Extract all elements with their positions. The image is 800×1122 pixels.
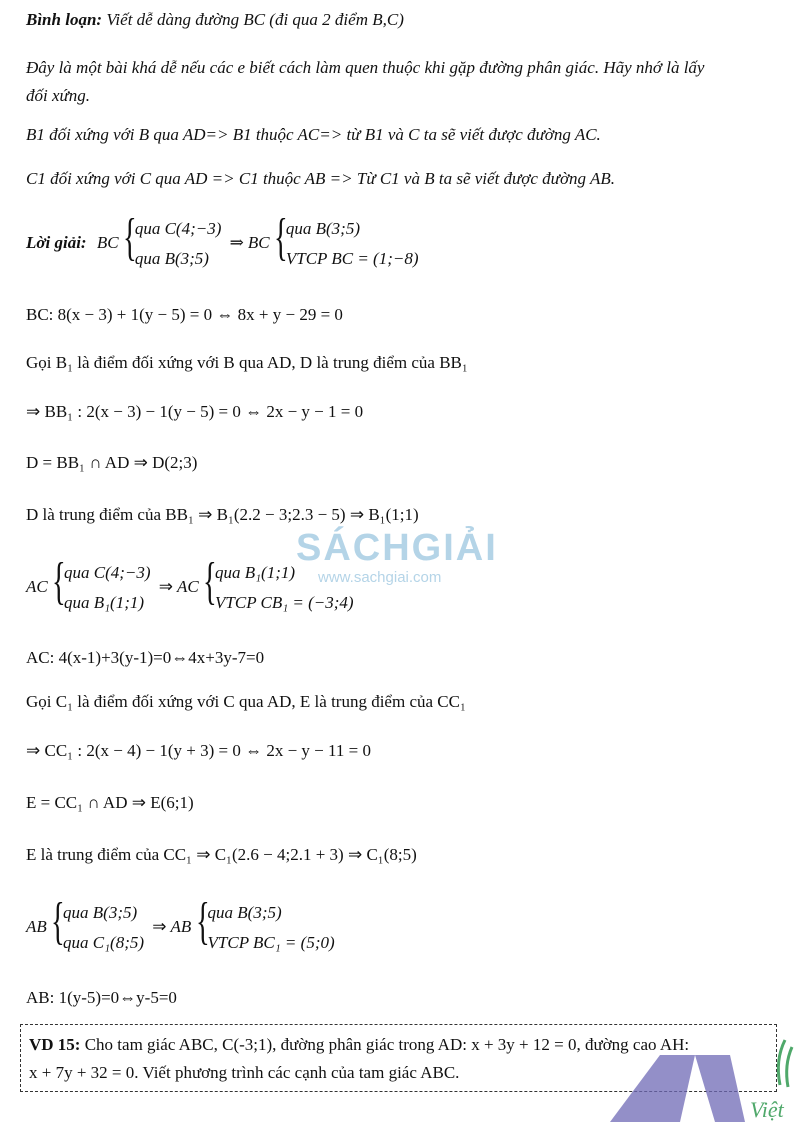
b1-midpoint: D là trung điểm của BB₁ ⇒ B₁(2.2 − 3;2.3 − 5) ⇒ B₁(1;1) (26, 505, 419, 524)
ab-system-block: AB { qua B(3;5) qua C₁(8;5) ⇒ AB { qua B(3;5) VTCP BC₁ = (5;0) (26, 898, 335, 958)
bc-system-2: { qua B(3;5) VTCP BC = (1;−8) (273, 209, 419, 268)
intro-paragraph-2: B1 đối xứng với B qua AD=> B1 thuộc AC=> từ B1 và C ta sẽ viết được đường AC. (26, 125, 601, 144)
publisher-logo-icon (600, 1035, 800, 1122)
comment-label: Bình loạn: (26, 10, 103, 29)
ac-system-2: { qua B₁(1;1) VTCP CB₁ = (−3;4) (203, 553, 354, 612)
ab-system-1: { qua B(3;5) qua C₁(8;5) (51, 893, 145, 952)
ac-equation: AC: 4(x-1)+3(y-1)=0⇔4x+3y-7=0 (26, 648, 265, 667)
bc-system-1: { qua C(4;−3) qua B(3;5) (122, 209, 222, 268)
example-15-line-2: x + 7y + 32 = 0. Viết phương trình các cạnh của tam giác ABC. (29, 1063, 460, 1082)
d-intersection: D = BB₁ ∩ AD ⇒ D(2;3) (26, 453, 198, 472)
intro-paragraph-3: C1 đối xứng với C qua AD => C1 thuộc AB => Từ C1 và B ta sẽ viết được đường AB. (26, 169, 615, 188)
svg-text:Việt: Việt (750, 1097, 784, 1122)
comment-line (26, 10, 404, 30)
ac-system-1: { qua C(4;−3) qua B₁(1;1) (51, 553, 151, 612)
e-intersection: E = CC₁ ∩ AD ⇒ E(6;1) (26, 793, 194, 812)
bc-equation: BC: 8(x − 3) + 1(y − 5) = 0 ⇔ 8x + y − 29 = 0 (26, 305, 343, 324)
c1-definition: Gọi C₁ là điểm đối xứng với C qua AD, E là trung điểm của CC₁ (26, 692, 466, 711)
example-15-text-1: Cho tam giác ABC, C(-3;1), đường phân giác trong AD: x + 3y + 12 = 0, đường cao AH: (80, 1035, 690, 1054)
c1-midpoint: E là trung điểm của CC₁ ⇒ C₁(2.6 − 4;2.1 + 3) ⇒ C₁(8;5) (26, 845, 417, 864)
ac-system-block: AC { qua C(4;−3) qua B₁(1;1) ⇒ AC { qua B₁(1;1) VTCP CB₁ = (−3;4) (26, 558, 354, 618)
watermark-url: www.sachgiai.com (318, 569, 442, 586)
ab-system-2: { qua B(3;5) VTCP BC₁ = (5;0) (195, 893, 335, 952)
watermark-logo-text: SÁCHGIẢI (296, 527, 498, 569)
b1-definition: Gọi B₁ là điểm đối xứng với B qua AD, D là trung điểm của BB₁ (26, 353, 468, 372)
example-15-label: VD 15: (29, 1035, 81, 1054)
solution-bc-block: Lời giải: BC { qua C(4;−3) qua B(3;5) ⇒ BC { qua B(3;5) VTCP BC = (1;−8) (26, 214, 419, 274)
cc1-equation: ⇒ CC₁ : 2(x − 4) − 1(y + 3) = 0 ⇔ 2x − y − 11 = 0 (26, 741, 371, 760)
ab-equation: AB: 1(y-5)=0⇔y-5=0 (26, 988, 177, 1007)
bb1-equation: ⇒ BB₁ : 2(x − 3) − 1(y − 5) = 0 ⇔ 2x − y − 1 = 0 (26, 402, 364, 421)
comment-text: Viết dễ dàng đường BC (đi qua 2 điểm B,C) (102, 10, 404, 29)
intro-paragraph-1b: đối xứng. (26, 86, 91, 105)
solution-label: Lời giải: (26, 232, 87, 252)
watermark (296, 527, 506, 586)
intro-paragraph-1: Đây là một bài khá dễ nếu các e biết cách làm quen thuộc khi gặp đường phân giác. Hãy nhớ là lấy (26, 58, 705, 77)
